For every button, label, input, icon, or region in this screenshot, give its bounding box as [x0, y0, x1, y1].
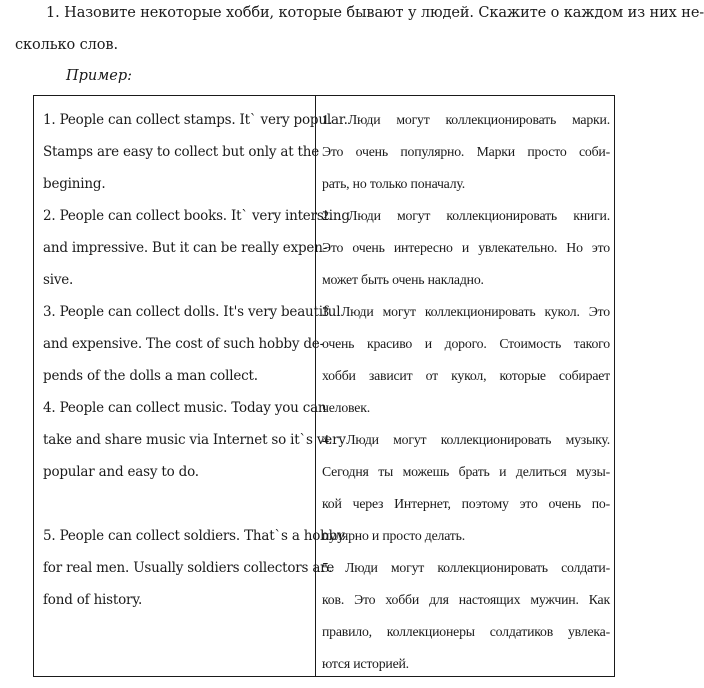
english-line: 1. People can collect stamps. It` very popular.: [43, 112, 348, 128]
task-text-line-1: 1. Назовите некоторые хобби, которые бывают у людей. Скажите о каждом из них не-: [46, 5, 704, 21]
russian-line: кой через Интернет, поэтому это очень по-: [322, 496, 610, 511]
russian-line: Это очень популярно. Марки просто соби-: [322, 144, 610, 159]
english-line: popular and easy to do.: [43, 464, 199, 480]
russian-line: 3. Люди могут коллекционировать кукол. Это: [322, 304, 610, 319]
english-line: begining.: [43, 176, 106, 192]
example-label: Пример:: [66, 68, 133, 84]
example-table: [33, 95, 615, 677]
english-line: 4. People can collect music. Today you can: [43, 400, 327, 416]
russian-line: правило, коллекционеры солдатиков увлека-: [322, 624, 610, 639]
russian-line: ков. Это хобби для настоящих мужчин. Как: [322, 592, 610, 607]
english-line: 3. People can collect dolls. It's very beautiful: [43, 304, 341, 320]
russian-line: ются историей.: [322, 656, 409, 671]
task-text-line-2: сколько слов.: [15, 37, 118, 53]
english-line: 5. People can collect soldiers. That`s a hobby: [43, 528, 345, 544]
english-line: sive.: [43, 272, 74, 288]
russian-line: пулярно и просто делать.: [322, 528, 465, 543]
russian-line: очень красиво и дорого. Стоимость такого: [322, 336, 610, 351]
russian-line: человек.: [322, 400, 370, 415]
russian-line: Это очень интересно и увлекательно. Но это: [322, 240, 610, 255]
english-line: and expensive. The cost of such hobby de-: [43, 336, 324, 352]
english-line: 2. People can collect books. It` very intersting: [43, 208, 350, 224]
english-line: fond of history.: [43, 592, 143, 608]
english-line: Stamps are easy to collect but only at the: [43, 144, 320, 160]
russian-line: 5. Люди могут коллекционировать солдати-: [322, 560, 610, 575]
english-line: for real men. Usually soldiers collectors are: [43, 560, 335, 576]
column-divider: [315, 96, 316, 676]
english-line: and impressive. But it can be really expen-: [43, 240, 328, 256]
russian-line: 2. Люди могут коллекционировать книги.: [322, 208, 610, 223]
russian-line: 4. Люди могут коллекционировать музыку.: [322, 432, 610, 447]
russian-line: рать, но только поначалу.: [322, 176, 465, 191]
russian-line: 1. Люди могут коллекционировать марки.: [322, 112, 610, 127]
russian-line: Сегодня ты можешь брать и делиться музы-: [322, 464, 610, 479]
russian-line: может быть очень накладно.: [322, 272, 484, 287]
russian-line: хобби зависит от кукол, которые собирает: [322, 368, 610, 383]
english-line: pends of the dolls a man collect.: [43, 368, 258, 384]
english-line: take and share music via Internet so it`s very: [43, 432, 346, 448]
